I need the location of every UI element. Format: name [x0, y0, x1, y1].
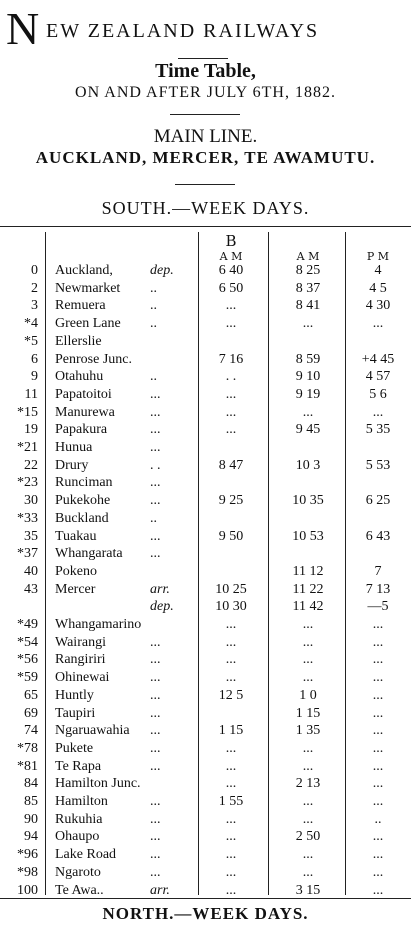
table-row: [0, 386, 411, 403]
mileage-cell: 84: [24, 776, 38, 792]
mileage-cell: 43: [24, 581, 38, 597]
leader-cell: ...: [150, 422, 161, 438]
time-a-cell: ...: [225, 811, 237, 827]
time-a-cell: . .: [225, 369, 237, 385]
leader-cell: ...: [150, 652, 161, 668]
table-row: [0, 864, 411, 881]
leader-cell: ...: [150, 475, 161, 491]
time-c-cell: 4 30: [365, 298, 391, 314]
time-a-cell: 10 30: [215, 599, 247, 615]
time-b-cell: 8 59: [295, 351, 321, 367]
title-initial: N: [6, 3, 40, 54]
leader-cell: ...: [150, 811, 161, 827]
table-row: [0, 758, 411, 775]
leader-cell: ...: [150, 723, 161, 739]
line-heading: MAIN LINE.: [153, 126, 258, 147]
station-cell: Newmarket: [55, 280, 121, 296]
masthead: [0, 4, 411, 56]
mileage-cell: 85: [24, 794, 38, 809]
table-row: [0, 669, 411, 686]
time-a-cell: 1 55: [218, 794, 244, 809]
page-title: EW ZEALAND RAILWAYS: [46, 20, 320, 42]
time-b-cell: ...: [302, 316, 314, 332]
station-cell: Green Lane: [55, 316, 121, 332]
table-row: [0, 793, 411, 810]
station-cell: Ohaupo: [55, 829, 100, 845]
time-a-cell: ...: [225, 758, 237, 774]
time-b-cell: 2 13: [295, 776, 321, 792]
mileage-cell: *23: [17, 475, 38, 491]
station-cell: Whangarata: [55, 546, 123, 562]
table-row: [0, 421, 411, 438]
table-row: [0, 333, 411, 350]
time-b-cell: 11 42: [292, 599, 324, 615]
time-a-cell: ...: [225, 740, 237, 756]
time-a-cell: ...: [225, 298, 237, 314]
time-c-cell: 6 25: [365, 493, 391, 509]
time-c-cell: 5 53: [365, 457, 391, 473]
leader-cell: ...: [150, 705, 161, 721]
leader-cell: ...: [150, 404, 161, 420]
time-b-cell: ...: [302, 847, 314, 863]
time-c-cell: ...: [372, 723, 384, 739]
time-b-cell: 8 25: [295, 263, 321, 278]
leader-cell: ...: [150, 528, 161, 544]
station-cell: Papakura: [55, 422, 108, 438]
time-b-cell: 1 35: [295, 723, 321, 739]
leader-cell: ...: [150, 386, 161, 402]
time-b-cell: 9 10: [295, 369, 321, 385]
table-row: [0, 651, 411, 668]
mileage-cell: 65: [24, 687, 38, 703]
divider: [175, 184, 235, 185]
time-b-cell: 11 22: [292, 581, 324, 597]
time-a-cell: 6 40: [218, 263, 244, 278]
mileage-cell: 74: [24, 723, 38, 739]
time-b-cell: ...: [302, 740, 314, 756]
mileage-cell: *56: [17, 652, 38, 668]
station-cell: Auckland,: [55, 263, 113, 278]
table-row: [0, 545, 411, 562]
mileage-cell: *4: [24, 316, 38, 332]
table-row: [0, 598, 411, 615]
station-cell: Te Awa..: [55, 882, 104, 898]
leader-cell: . .: [150, 457, 161, 473]
table-row: [0, 297, 411, 314]
station-cell: Hamilton: [55, 794, 108, 809]
time-a-cell: ...: [225, 316, 237, 332]
table-row: [0, 740, 411, 757]
station-cell: Mercer: [55, 581, 96, 597]
time-c-cell: ...: [372, 882, 384, 898]
leader-cell: ...: [150, 493, 161, 509]
table-row: [0, 811, 411, 828]
table-row: [0, 528, 411, 545]
mileage-cell: *5: [24, 333, 38, 349]
mileage-cell: *21: [17, 440, 38, 455]
leader-cell: ..: [150, 369, 157, 385]
station-cell: Taupiri: [55, 705, 96, 721]
station-cell: Hunua: [55, 440, 93, 455]
station-cell: Tuakau: [55, 528, 97, 544]
time-a-cell: ...: [225, 617, 237, 632]
time-a-cell: ...: [225, 422, 237, 438]
station-cell: Manurewa: [55, 404, 115, 420]
time-a-cell: ...: [225, 634, 237, 650]
table-row: [0, 439, 411, 456]
time-a-cell: ...: [225, 404, 237, 420]
time-b-cell: 10 35: [292, 493, 324, 509]
station-cell: Runciman: [55, 475, 113, 491]
time-a-cell: 7 16: [218, 351, 244, 367]
table-row: [0, 351, 411, 368]
table-row: [0, 404, 411, 421]
ampm-label: A M: [296, 250, 320, 263]
table-row: [0, 846, 411, 863]
station-cell: Rukuhia: [55, 811, 103, 827]
time-b-cell: ...: [302, 634, 314, 650]
time-b-cell: ...: [302, 758, 314, 774]
mileage-cell: 69: [24, 705, 38, 721]
mileage-cell: *15: [17, 404, 38, 420]
station-cell: Remuera: [55, 298, 106, 314]
table-top-rule: [0, 226, 411, 227]
time-a-cell: 8 47: [218, 457, 244, 473]
leader-cell: ...: [150, 546, 161, 562]
leader-cell: ...: [150, 847, 161, 863]
station-cell: Drury: [55, 457, 89, 473]
mileage-cell: 90: [24, 811, 38, 827]
time-b-cell: ...: [302, 617, 314, 632]
time-b-cell: 8 41: [295, 298, 321, 314]
time-b-cell: 8 37: [295, 280, 321, 296]
mileage-cell: 11: [24, 386, 38, 402]
time-c-cell: 4 5: [369, 280, 387, 296]
time-b-cell: 10 3: [295, 457, 321, 473]
table-row: [0, 492, 411, 509]
table-row: [0, 828, 411, 845]
time-a-cell: ...: [225, 882, 237, 898]
ampm-label: A M: [219, 250, 243, 263]
station-cell: Whangamarino: [55, 617, 142, 632]
time-b-cell: 1 0: [299, 687, 317, 703]
mileage-cell: 30: [24, 493, 38, 509]
time-b-cell: ...: [302, 811, 314, 827]
leader-cell: ...: [150, 634, 161, 650]
station-cell: Buckland: [55, 510, 109, 526]
mileage-cell: *37: [17, 546, 38, 562]
time-b-cell: 9 45: [295, 422, 321, 438]
time-c-cell: ...: [372, 404, 384, 420]
time-c-cell: ...: [372, 776, 384, 792]
time-a-cell: ...: [225, 652, 237, 668]
time-c-cell: ...: [372, 758, 384, 774]
time-a-cell: 6 50: [218, 280, 244, 296]
leader-cell: ...: [150, 687, 161, 703]
time-b-cell: 2 50: [295, 829, 321, 845]
table-row: [0, 563, 411, 580]
time-a-cell: ...: [225, 864, 237, 880]
mileage-cell: 6: [31, 351, 38, 367]
time-c-cell: ...: [372, 794, 384, 809]
time-b-cell: 1 15: [295, 705, 321, 721]
time-b-cell: ...: [302, 670, 314, 686]
time-b-cell: ...: [302, 652, 314, 668]
time-c-cell: 5 6: [369, 386, 387, 402]
time-c-cell: ...: [372, 670, 384, 686]
section-heading-south: SOUTH.—WEEK DAYS.: [101, 198, 310, 218]
time-b-cell: 3 15: [295, 882, 321, 898]
time-c-cell: ...: [372, 705, 384, 721]
leader-cell: ...: [150, 794, 161, 809]
ampm-label: P M: [366, 250, 390, 263]
leader-cell: arr.: [150, 882, 170, 898]
mileage-cell: *59: [17, 670, 38, 686]
time-c-cell: 5 35: [365, 422, 391, 438]
mileage-cell: 22: [24, 457, 38, 473]
time-a-cell: ...: [225, 829, 237, 845]
mileage-cell: 94: [24, 829, 38, 845]
time-a-cell: ...: [225, 670, 237, 686]
route-heading: AUCKLAND, MERCER, TE AWAMUTU.: [35, 148, 376, 167]
time-b-cell: 11 12: [292, 563, 324, 579]
time-c-cell: ...: [372, 617, 384, 632]
leader-cell: ...: [150, 829, 161, 845]
mileage-cell: *96: [17, 847, 38, 863]
leader-cell: ..: [150, 510, 157, 526]
time-a-cell: 1 15: [218, 723, 244, 739]
mileage-cell: 2: [31, 280, 38, 296]
effective-date: ON AND AFTER JULY 6TH, 1882.: [75, 84, 336, 101]
mileage-cell: 3: [31, 298, 38, 314]
table-row: [0, 687, 411, 704]
leader-cell: ..: [150, 316, 157, 332]
leader-cell: ...: [150, 740, 161, 756]
time-c-cell: ...: [372, 687, 384, 703]
leader-cell: ...: [150, 758, 161, 774]
station-cell: Papatoitoi: [55, 386, 112, 402]
leader-cell: ...: [150, 440, 161, 455]
station-cell: Ngaruawahia: [55, 723, 130, 739]
mileage-cell: 35: [24, 528, 38, 544]
train-letter: B: [225, 232, 237, 250]
table-row: [0, 368, 411, 385]
station-cell: Penrose Junc.: [55, 351, 132, 367]
station-cell: Ngaroto: [55, 864, 101, 880]
mileage-cell: *54: [17, 634, 38, 650]
time-a-cell: 9 50: [218, 528, 244, 544]
station-cell: Ellerslie: [55, 333, 102, 349]
time-c-cell: —5: [367, 599, 389, 615]
station-cell: Rangiriri: [55, 652, 106, 668]
station-cell: Lake Road: [55, 847, 117, 863]
time-b-cell: ...: [302, 864, 314, 880]
time-a-cell: 9 25: [218, 493, 244, 509]
mileage-cell: *78: [17, 740, 38, 756]
time-c-cell: ...: [372, 652, 384, 668]
leader-cell: ...: [150, 670, 161, 686]
time-c-cell: ...: [372, 740, 384, 756]
table-row: [0, 315, 411, 332]
station-cell: Pukete: [55, 740, 94, 756]
mileage-cell: *98: [17, 864, 38, 880]
time-a-cell: 10 25: [215, 581, 247, 597]
mileage-cell: 100: [17, 882, 38, 898]
station-cell: Pukekohe: [55, 493, 111, 509]
table-row: [0, 457, 411, 474]
time-c-cell: ...: [372, 829, 384, 845]
mileage-cell: 40: [24, 563, 38, 579]
table-bottom-rule: [0, 898, 411, 899]
divider: [178, 58, 228, 59]
time-c-cell: 7: [374, 563, 382, 579]
time-a-cell: 12 5: [218, 687, 244, 703]
time-c-cell: ...: [372, 864, 384, 880]
timetable-heading: Time Table,: [155, 60, 256, 82]
table-row: [0, 616, 411, 633]
leader-cell: dep.: [150, 263, 174, 278]
mileage-cell: *33: [17, 510, 38, 526]
table-row: [0, 280, 411, 297]
station-cell: Huntly: [55, 687, 94, 703]
time-c-cell: 6 43: [365, 528, 391, 544]
table-row: [0, 474, 411, 491]
table-row: [0, 775, 411, 792]
mileage-cell: 9: [31, 369, 38, 385]
station-cell: Ohinewai: [55, 670, 110, 686]
mileage-cell: 19: [24, 422, 38, 438]
time-b-cell: ...: [302, 404, 314, 420]
mileage-cell: *49: [17, 617, 38, 632]
station-cell: Hamilton Junc.: [55, 776, 141, 792]
time-c-cell: ...: [372, 847, 384, 863]
station-cell: Te Rapa: [55, 758, 102, 774]
mileage-cell: 0: [31, 263, 38, 278]
time-a-cell: ...: [225, 386, 237, 402]
time-b-cell: 10 53: [292, 528, 324, 544]
leader-cell: arr.: [150, 581, 170, 597]
table-row: [0, 722, 411, 739]
time-c-cell: +4 45: [361, 351, 395, 367]
table-row: [0, 581, 411, 598]
station-cell: Otahuhu: [55, 369, 104, 385]
time-c-cell: 4: [374, 263, 382, 278]
table-row: [0, 262, 411, 279]
table-row: [0, 705, 411, 722]
time-a-cell: ...: [225, 847, 237, 863]
table-row: [0, 882, 411, 899]
mileage-cell: *81: [17, 758, 38, 774]
station-cell: Pokeno: [55, 563, 97, 579]
leader-cell: ..: [150, 280, 157, 296]
leader-cell: ..: [150, 298, 157, 314]
leader-cell: dep.: [150, 599, 174, 615]
table-row: [0, 510, 411, 527]
time-c-cell: ..: [374, 811, 382, 827]
divider: [170, 114, 240, 115]
time-c-cell: ...: [372, 316, 384, 332]
time-c-cell: ...: [372, 634, 384, 650]
time-b-cell: ...: [302, 794, 314, 809]
time-b-cell: 9 19: [295, 386, 321, 402]
station-cell: Wairangi: [55, 634, 106, 650]
time-c-cell: 7 13: [365, 581, 391, 597]
time-a-cell: ...: [225, 776, 237, 792]
time-c-cell: 4 57: [365, 369, 391, 385]
table-row: [0, 634, 411, 651]
section-heading-north: NORTH.—WEEK DAYS.: [102, 904, 309, 923]
leader-cell: ...: [150, 864, 161, 880]
